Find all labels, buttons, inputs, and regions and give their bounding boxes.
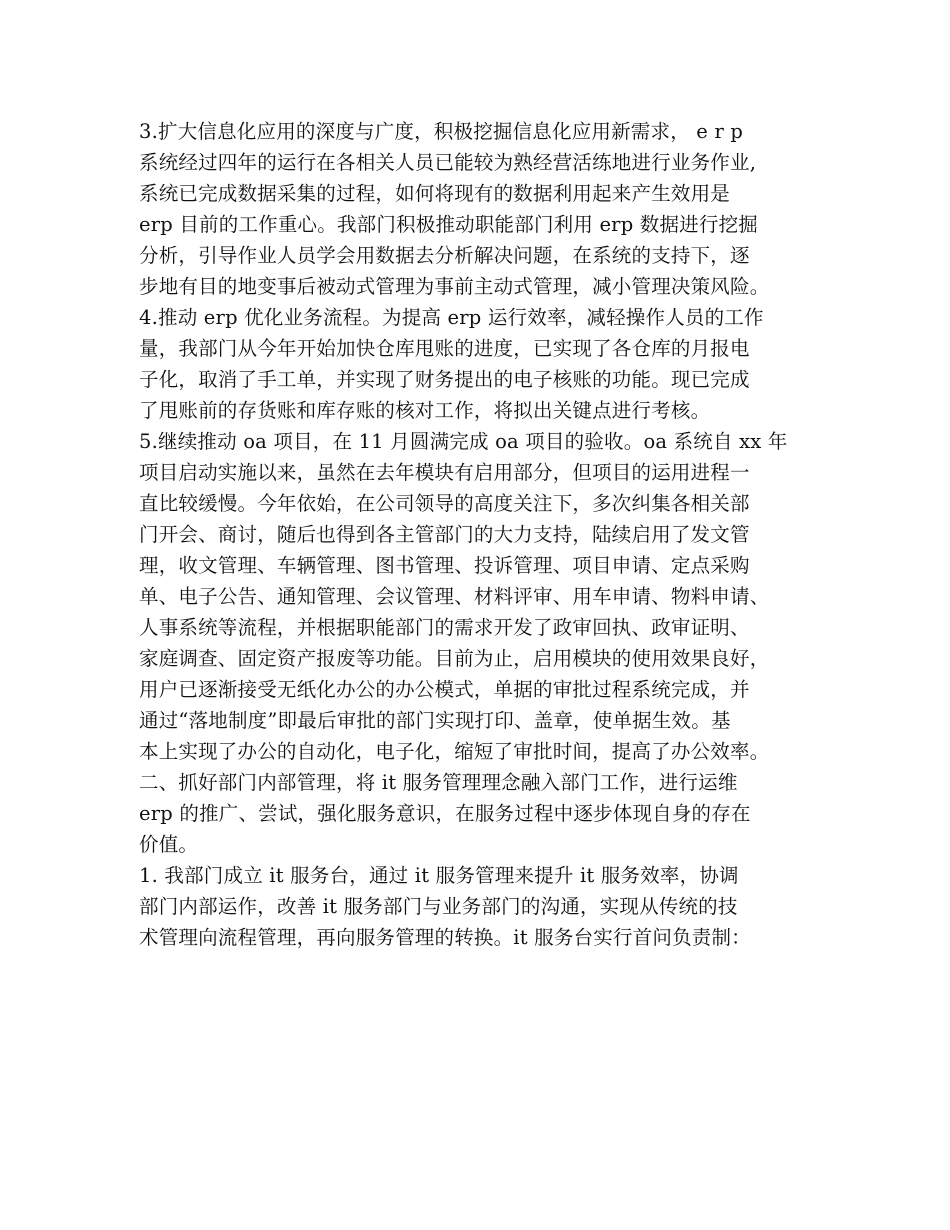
text-line: 直比较缓慢。今年依始，在公司领导的高度关注下，多次纠集各相关部 (139, 492, 750, 515)
text-line: 1. 我部门成立 it 服务台，通过 it 服务管理来提升 it 服务效率，协调 (139, 864, 739, 887)
document-body (139, 116, 839, 953)
text-line: 术管理向流程管理，再向服务管理的转换。it 服务台实行首问负责制： (139, 926, 751, 949)
text-line: 用户已逐渐接受无纸化办公的办公模式，单据的审批过程系统完成，并 (139, 678, 750, 701)
text-line: 人事系统等流程，并根据职能部门的需求开发了政审回执、政审证明、 (139, 616, 750, 639)
text-line: 通过“落地制度”即最后审批的部门实现打印、盖章，使单据生效。基 (139, 709, 731, 732)
text-line: 量，我部门从今年开始加快仓库甩账的进度，已实现了各仓库的月报电 (139, 337, 750, 360)
text-line: 分析，引导作业人员学会用数据去分析解决问题，在系统的支持下，逐 (139, 244, 750, 267)
text-line: 单、电子公告、通知管理、会议管理、材料评审、用车申请、物料申请、 (139, 585, 770, 608)
text-line: 门开会、商讨，随后也得到各主管部门的大力支持，陆续启用了发文管 (139, 523, 750, 546)
text-line: 子化，取消了手工单，并实现了财务提出的电子核账的功能。现已完成 (139, 368, 750, 391)
text-line: 理，收文管理、车辆管理、图书管理、投诉管理、项目申请、定点采购 (139, 554, 750, 577)
text-line: 了甩账前的存货账和库存账的核对工作，将拟出关键点进行考核。 (139, 399, 711, 422)
text-line: erp 目前的工作重心。我部门积极推动职能部门利用 erp 数据进行挖掘 (139, 213, 758, 236)
text-line: 部门内部运作，改善 it 服务部门与业务部门的沟通，实现从传统的技 (139, 895, 738, 918)
text-line: 价值。 (139, 833, 199, 856)
text-line: 本上实现了办公的自动化，电子化，缩短了审批时间，提高了办公效率。 (139, 740, 770, 763)
text-line: 系统已完成数据采集的过程，如何将现有的数据利用起来产生效用是 (139, 182, 731, 205)
text-line: 二、抓好部门内部管理，将 it 服务管理理念融入部门工作，进行运维 (139, 771, 738, 794)
text-line: 步地有目的地变事后被动式管理为事前主动式管理，减小管理决策风险。 (139, 275, 770, 298)
text-line: 系统经过四年的运行在各相关人员已能较为熟经营活练地进行业务作业, (139, 151, 757, 174)
text-line: 3.扩大信息化应用的深度与广度，积极挖掘信息化应用新需求， e r p (139, 120, 744, 143)
text-line: 家庭调查、固定资产报废等功能。目前为止，启用模块的使用效果良好， (139, 647, 770, 670)
text-line: 4.推动 erp 优化业务流程。为提高 erp 运行效率，减轻操作人员的工作 (139, 306, 764, 329)
text-line: 5.继续推动 oa 项目，在 11 月圆满完成 oa 项目的验收。oa 系统自 xx 年 (139, 430, 788, 453)
text-line: 项目启动实施以来，虽然在去年模块有启用部分，但项目的运用进程一 (139, 461, 750, 484)
text-line: erp 的推广、尝试，强化服务意识，在服务过程中逐步体现自身的存在 (139, 802, 751, 825)
